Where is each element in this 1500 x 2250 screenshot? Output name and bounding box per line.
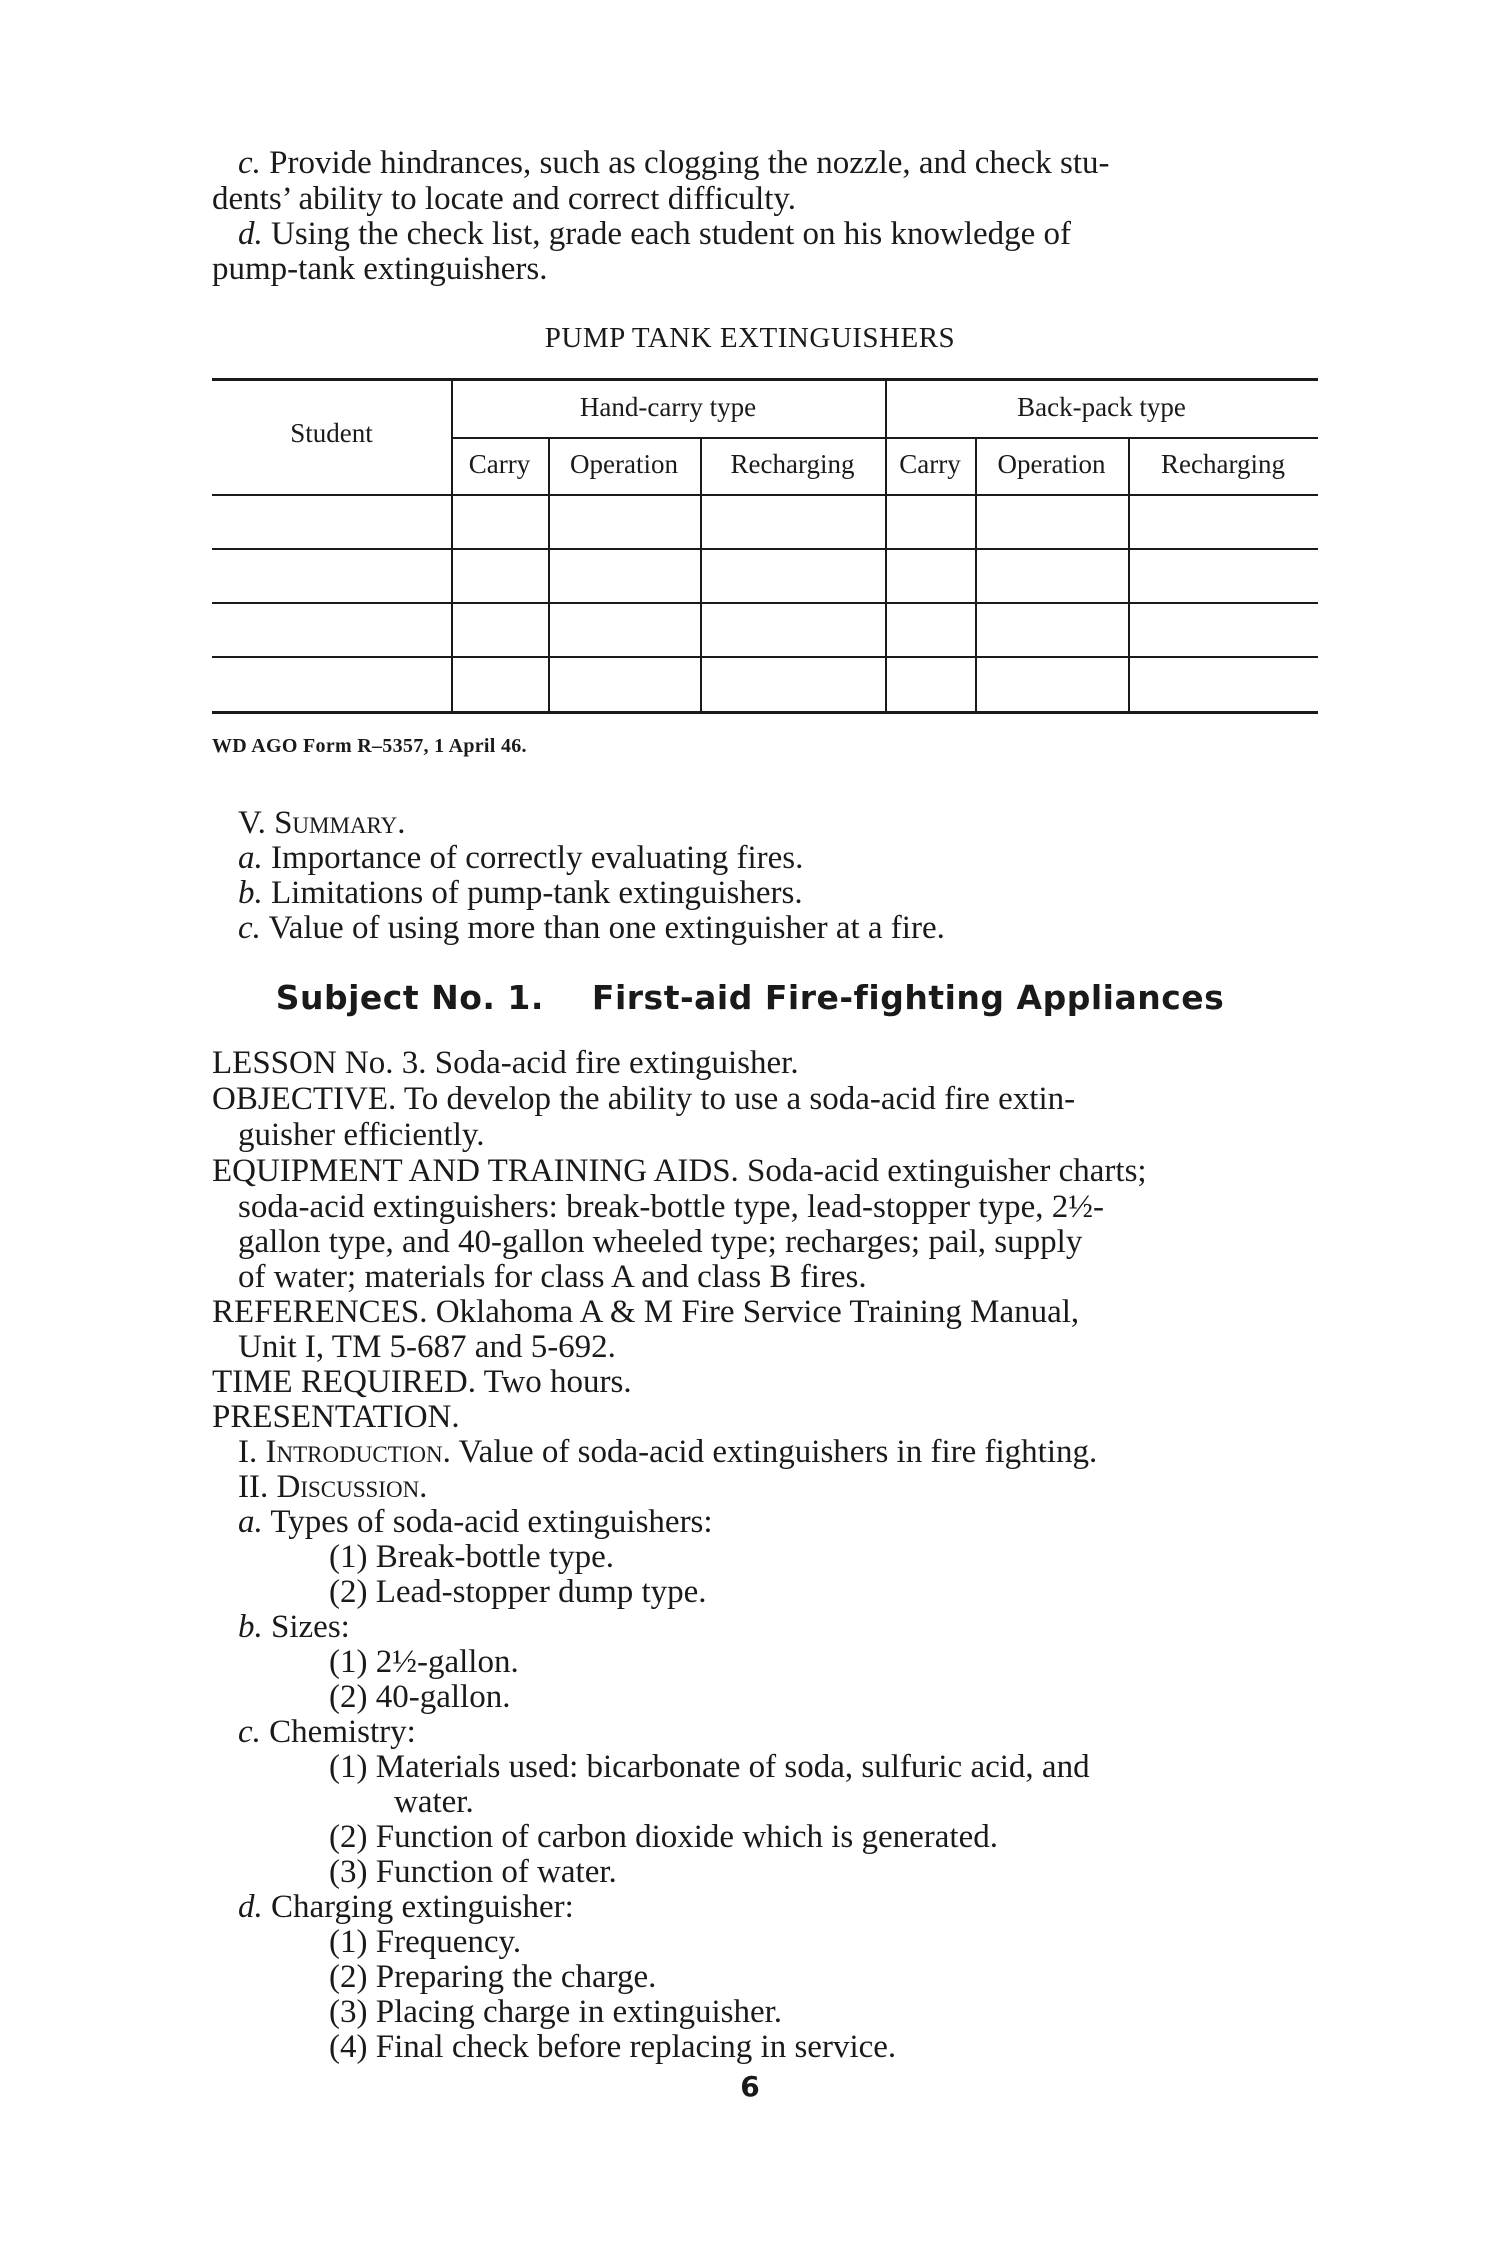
outline-subitem: (2) 40-gallon.: [329, 1679, 511, 1715]
summary-item: [238, 840, 803, 876]
outline-subitem: (1) Materials used: bicarbonate of soda, sulfuric acid, and: [329, 1749, 1090, 1785]
item-text: Types of soda-acid extinguishers:: [270, 1504, 713, 1540]
col-carry: Carry: [468, 449, 531, 479]
student-header: Student: [290, 418, 373, 448]
col-operation: Operation: [570, 449, 678, 479]
item-text: pump-tank extinguishers.: [212, 251, 548, 287]
item-text: Importance of correctly evaluating fires.: [271, 840, 804, 876]
outline-subitem: (1) Break-bottle type.: [329, 1539, 614, 1575]
subject-heading: [0, 978, 1500, 1017]
item-letter: d.: [238, 216, 263, 252]
table-row-rule: [212, 602, 1318, 604]
table-bottom-rule: [212, 711, 1318, 714]
outline-subitem: (1) Frequency.: [329, 1924, 522, 1960]
outline-subitem: (1) 2½-gallon.: [329, 1644, 519, 1680]
outline-subitem: (3) Function of water.: [329, 1854, 617, 1890]
item-letter: c.: [238, 1714, 261, 1750]
item-c-line2: [212, 181, 796, 217]
item-text: Limitations of pump-tank extinguishers.: [271, 875, 803, 911]
table-header-rule: [212, 494, 1318, 496]
outline-subitem: (2) Preparing the charge.: [329, 1959, 657, 1995]
summary-heading: [238, 805, 405, 841]
summary-item: [238, 875, 803, 911]
subject-title: First-aid Fire-fighting Appliances: [591, 978, 1225, 1017]
back-pack-header: Back-pack type: [1017, 392, 1186, 422]
item-letter: c.: [238, 910, 261, 946]
outline-subitem-continued: water.: [394, 1784, 474, 1820]
subject-number: Subject No. 1.: [275, 978, 544, 1017]
col-divider: [885, 381, 887, 711]
discussion-heading: [238, 1469, 427, 1505]
col-divider: [451, 381, 453, 711]
item-letter: b.: [238, 875, 263, 911]
item-letter: d.: [238, 1889, 263, 1925]
item-letter: a.: [238, 840, 263, 876]
item-text: Value of using more than one extinguisher at a fire.: [268, 910, 945, 946]
equipment-line: EQUIPMENT AND TRAINING AIDS. Soda-acid extinguisher charts;: [212, 1153, 1147, 1189]
item-text: Charging extinguisher:: [271, 1889, 574, 1925]
presentation-line: PRESENTATION.: [212, 1399, 460, 1435]
item-letter: a.: [238, 1504, 263, 1540]
table-row-rule: [212, 548, 1318, 550]
lesson-line: LESSON No. 3. Soda-acid fire extinguisher.: [212, 1045, 799, 1081]
outline-item: [238, 1889, 574, 1925]
section-number: V.: [238, 805, 266, 841]
col-recharging: Recharging: [1161, 449, 1285, 479]
table-title: PUMP TANK EXTINGUISHERS: [544, 322, 956, 354]
equipment-line: soda-acid extinguishers: break-bottle type, lead-stopper type, 2½-: [238, 1189, 1104, 1225]
table-top-rule: [212, 378, 1318, 381]
item-letter: b.: [238, 1609, 263, 1645]
outline-subitem: (3) Placing charge in extinguisher.: [329, 1994, 783, 2030]
outline-item: [238, 1714, 416, 1750]
outline-subitem: (2) Lead-stopper dump type.: [329, 1574, 707, 1610]
col-recharging: Recharging: [730, 449, 855, 479]
hand-carry-header: Hand-carry type: [579, 392, 757, 422]
item-text: Using the check list, grade each student on his knowledge of: [271, 216, 1072, 252]
outline-subitem: (2) Function of carbon dioxide which is generated.: [329, 1819, 998, 1855]
equipment-line: gallon type, and 40-gallon wheeled type; recharges; pail, supply: [238, 1224, 1083, 1260]
form-note: WD AGO Form R–5357, 1 April 46.: [212, 735, 527, 757]
time-required-line: TIME REQUIRED. Two hours.: [212, 1364, 632, 1400]
item-text: Chemistry:: [269, 1714, 416, 1750]
item-d-line2: [212, 251, 547, 287]
section-number: I.: [238, 1434, 258, 1470]
section-title: Discussion.: [276, 1469, 428, 1505]
section-title: Summary.: [274, 805, 406, 841]
outline-item: [238, 1504, 713, 1540]
item-d-line1: [238, 216, 1071, 252]
references-line: Unit I, TM 5-687 and 5-692.: [238, 1329, 616, 1365]
outline-subitem: (4) Final check before replacing in service.: [329, 2029, 897, 2065]
references-line: REFERENCES. Oklahoma A & M Fire Service Training Manual,: [212, 1294, 1080, 1330]
item-c-line1: [238, 145, 1109, 181]
summary-item: [238, 910, 945, 946]
section-number: II.: [238, 1469, 269, 1505]
introduction-line: [238, 1434, 1097, 1470]
col-carry: Carry: [899, 449, 961, 479]
objective-line: guisher efficiently.: [238, 1117, 485, 1153]
col-operation: Operation: [997, 449, 1106, 479]
outline-item: [238, 1609, 350, 1645]
item-text: Sizes:: [271, 1609, 350, 1645]
table-row-rule: [212, 656, 1318, 658]
objective-line: OBJECTIVE. To develop the ability to use a soda-acid fire extin-: [212, 1081, 1076, 1117]
equipment-line: of water; materials for class A and class B fires.: [238, 1259, 867, 1295]
item-letter: c.: [238, 145, 261, 181]
item-text: dents’ ability to locate and correct difficulty.: [212, 181, 797, 217]
section-text: Value of soda-acid extinguishers in fire fighting.: [458, 1434, 1098, 1470]
page-number: 6: [740, 2070, 760, 2103]
item-text: Provide hindrances, such as clogging the nozzle, and check stu-: [269, 145, 1110, 181]
section-title: Introduction.: [265, 1434, 451, 1470]
